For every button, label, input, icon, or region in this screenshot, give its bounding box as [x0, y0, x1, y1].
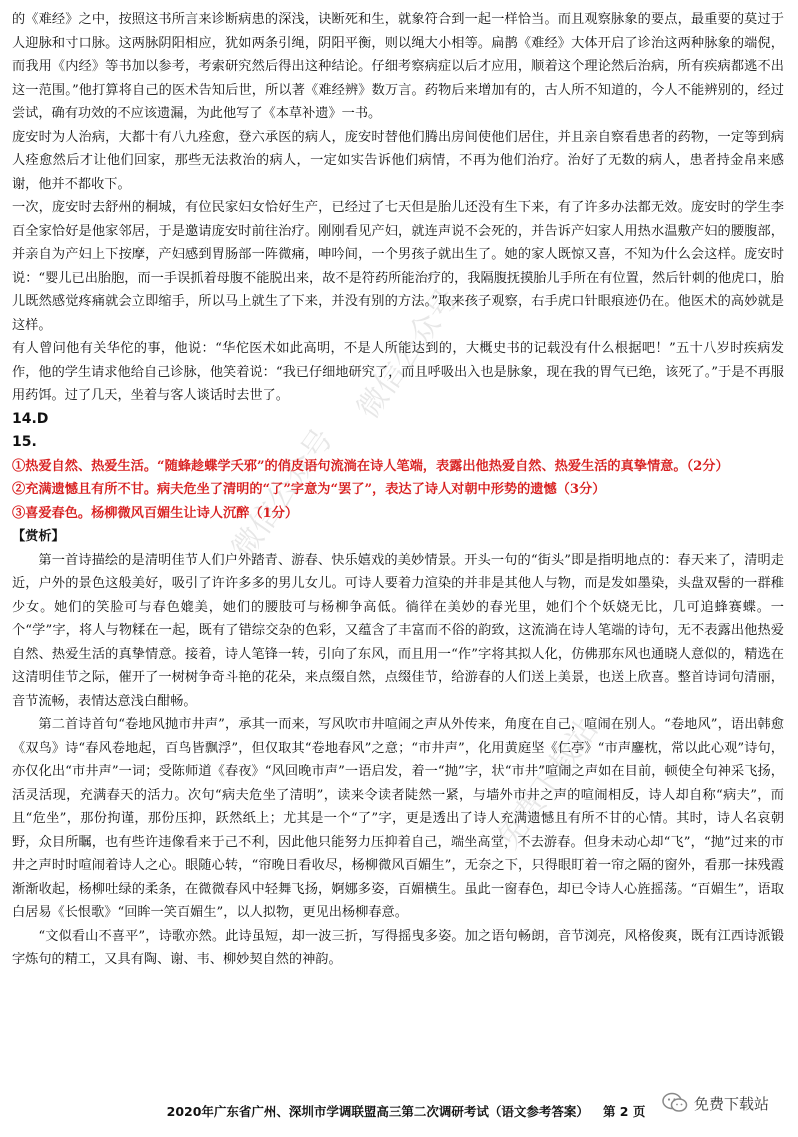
body-paragraph: 的《难经》之中，按照这书所言来诊断病患的深浅，诀断死和生，就象符合到一起一样恰当。而且观察脉象的要点，最重要的莫过于人迎脉和寸口脉。这两脉阴阳相应，犹如两条引绳，阴阳平衡，则以绳大小相等。扁鹊《难经》大体开启了诊治这两种脉象的端倪，而我用《内经》等书加以参考，考索研究然后得出这种结论。仔细考察病症以后才应用，顺着这个理论然后治病，所有疾病都逃不出这一范围。”他打算将自己的医术告知后世，所以著《难经辨》数万言。药物后来增加有的，古人所不知道的，今人不能辨别的，经过尝试，确有功效的不应该遗漏，为此他写了《本草补遗》一书。: [12, 12, 784, 121]
appreciation-paragraph: 第一首诗描绘的是清明佳节人们户外踏青、游春、快乐嬉戏的美妙情景。开头一句的“街头”即是指明地点的：春天来了，清明走近，户外的景色这般美好，吸引了许许多多的男儿女儿。可诗人要着力渲染的并非是其他人与物，而是发如墨染，头盘双髻的一群稚少女。她们的笑脸可与春色媲美，她们的腰肢可与杨柳争高低。徜徉在美妙的春光里，她们个个妖娆无比，几可追蜂赛蝶。一个“学”字，将人与物糅在一起，既有了错综交杂的色彩，又蕴含了丰富而不俗的韵致，这流淌在诗人笔端的诗句，无不表露出他热爱自然、热爱生活的真挚情意。接着，诗人笔锋一转，引向了东风，而且用一“作”字将其拟人化，仿佛那东风也通晓人意似的，精选在这清明佳节之际，催开了一树树争奇斗艳的花朵，来点缀自然，点缀佳节，给游春的人们送上美景，也送上欣喜。整首诗词句清丽，音节流畅，表情达意浅白酣畅。: [12, 552, 784, 709]
question-14-answer: 14.D: [12, 410, 49, 427]
appreciation-paragraph: 第二首诗首句“卷地风抛市井声”，承其一而来，写风吹市井喧闹之声从外传来，角度在自己，喧闹在别人。“卷地风”，语出韩愈《双鸟》诗“春风卷地起，百鸟皆飘浮”，但仅取其“卷地春风”之意；“市井声”，化用黄庭坚《仁亭》“市声鏖枕，常以此心观”诗句，亦仅化出“市井声”一词；受陈师道《春夜》“风回晚市声”一语启发，着一“抛”字，状“市井”喧闹之声如在目前，顿使全句神采飞扬，活灵活现，充满春天的活力。次句“病夫危坐了清明”，读来令读者陡然一紧，与墙外市井之声的喧闹相反，诗人却自称“病夫”，而且“危坐”，那份拘谨，那份压抑，跃然纸上；尤其是一个“了”字，更是透出了诗人充满遗憾且有所不甘的心情。其时，诗人名哀朝野，众目所瞩，也有些许违像看来于己不利，因此他只能努力压抑着自己，端坐高堂，不去游春。但身未动心却“飞”，“抛”过来的市井之声时时喧闹着诗人之心。眼随心转，“帘晚日看收尽，杨柳微风百媚生”，无奈之下，只得眼盯着一帘之隔的窗外，看那一抹残霞渐渐收起，杨柳吐绿的柔条，在微微春风中轻舞飞扬，婀娜多姿，百媚横生。虽此一窗春色，却已令诗人心旌摇荡。“百媚生”，语取白居易《长恨歌》“回眸一笑百媚生”，以人拟物，更见出杨柳春意。: [12, 717, 784, 920]
watermark-diagonal: 微信公众号: [225, 422, 341, 566]
watermark-diagonal: 微信公众号: [350, 282, 466, 426]
answer-point-1: ①热爱自然、热爱生活。“随蜂趁蝶学夭邪”的俏皮语句流淌在诗人笔端，表露出他热爱自然、热爱生活的真挚情意。（2分）: [12, 458, 729, 474]
body-paragraph: 一次，庞安时去舒州的桐城，有位民家妇女恰好生产，已经过了七天但是胎儿还没有生下来，有了许多办法都无效。庞安时的学生李百全家恰好是他家邻居，于是邀请庞安时前往治疗。刚刚看见产妇，就连声说不会死的，并告诉产妇家人用热水温敷产妇的腰腹部，并亲自为产妇上下按摩，产妇感到胃肠部一阵微痛，呻吟间，一个男孩子就出生了。她的家人既惊又喜，不知为什么会这样。庞安时说：“婴儿已出胎胞，而一手误抓着母腹不能脱出来，故不是符药所能治疗的，我隔腹抚摸胎儿手所在有位置，然后针刺的他虎口，胎儿既然感觉疼痛就会立即缩手，所以马上就生了下来，并没有别的方法。”取来孩子观察，右手虎口针眼痕迹仍在。他医术的高妙就是这样。: [12, 200, 784, 333]
watermark-badge: [662, 1092, 769, 1114]
wechat-icon: [662, 1092, 688, 1114]
answer-point-3: ③喜爱春色。杨柳微风百媚生让诗人沉醉（1分）: [12, 505, 299, 521]
answer-page: [12, 8, 784, 972]
body-paragraph: 庞安时为人治病，大都十有八九痊愈，登六承医的病人，庞安时替他们腾出房间使他们居住，并且亲自察看患者的药物，一定等到病人痊愈然后才让他们回家，那些无法救治的病人，一定如实告诉他们病情，不再为他们治疗。治好了无数的病人，患者持金帛来感谢，他并不都收下。: [12, 129, 784, 192]
answer-point-2: ②充满遗憾且有所不甘。病夫危坐了清明的“了”字意为“罢了”，表达了诗人对朝中形势的遗憾（3分）: [12, 482, 606, 497]
footer-title: 2020年广东省广州、深圳市学调联盟高三第二次调研考试（语文参考答案）: [166, 1104, 589, 1119]
appreciation-paragraph: “文似看山不喜平”，诗歌亦然。此诗虽短，却一波三折，写得摇曳多姿。加之语句畅朗，音节浏亮，风格俊爽，既有江西诗派锻字炼句的精工，又具有陶、谢、韦、柳妙契自然的神韵。: [12, 928, 784, 967]
question-15-label: 15.: [12, 434, 37, 450]
body-paragraph: 有人曾问他有关华佗的事，他说：“华佗医术如此高明，不是人所能达到的，大概史书的记载没有什么根据吧！”五十八岁时疾病发作，他的学生请求他给自己诊脉，他笑着说：“我已仔细地研究了，而且呼吸出入也是脉象，现在我的胃气已绝，该死了。”于是不再服用药饵。过了几天，坐着与客人谈话时去世了。: [12, 341, 784, 403]
watermark-diagonal: 免费下载站: [490, 712, 606, 856]
watermark-badge-text: 免费下载站: [694, 1094, 770, 1113]
footer-page-number: 第 2 页: [602, 1104, 646, 1119]
appreciation-label: 【赏析】: [12, 529, 65, 544]
